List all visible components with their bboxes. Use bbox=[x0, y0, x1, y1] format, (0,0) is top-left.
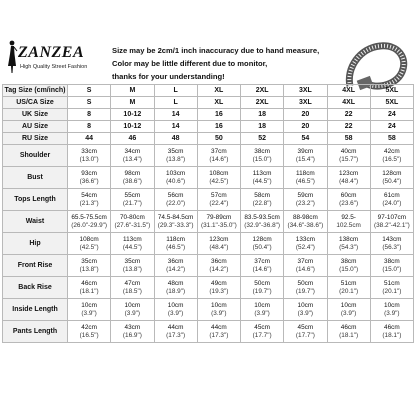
measurement-row bbox=[3, 299, 414, 321]
measurement-cell bbox=[197, 299, 240, 321]
cm-value: 57cm bbox=[211, 191, 227, 199]
size-cell: 14 bbox=[154, 109, 197, 121]
measurement-cell bbox=[68, 167, 111, 189]
size-cell: 5XL bbox=[370, 97, 413, 109]
cm-value: 138cm bbox=[339, 235, 359, 243]
size-cell: 8 bbox=[68, 121, 111, 133]
measurement-cell bbox=[284, 167, 327, 189]
inch-value: (27.6"-31.5") bbox=[114, 221, 151, 229]
row-label: Front Rise bbox=[3, 255, 68, 277]
cm-value: 118cm bbox=[296, 169, 315, 177]
measurement-cell bbox=[111, 145, 154, 167]
measurement-cell bbox=[327, 255, 370, 277]
inch-value: (19.7") bbox=[295, 287, 315, 295]
inch-value: (14.6") bbox=[209, 155, 229, 163]
size-cell: 22 bbox=[327, 109, 370, 121]
inch-value: (31.1"-35.0") bbox=[200, 221, 237, 229]
inch-value: (22.0") bbox=[166, 199, 186, 207]
cm-value: 46cm bbox=[384, 323, 400, 331]
inch-value: (48.4") bbox=[209, 243, 229, 251]
cm-value: 42cm bbox=[384, 147, 400, 155]
cm-value: 61cm bbox=[384, 191, 400, 199]
measurement-cell bbox=[327, 167, 370, 189]
size-cell: 50 bbox=[197, 133, 240, 145]
cm-value: 128cm bbox=[382, 169, 402, 177]
inch-value: (16.9") bbox=[122, 331, 142, 339]
row-label: Tag Size (cm/inch) bbox=[3, 85, 68, 97]
cm-value: 93cm bbox=[81, 169, 97, 177]
inch-value: (22.4") bbox=[209, 199, 229, 207]
inch-value: (3.9") bbox=[167, 309, 184, 317]
inch-value: (21.7") bbox=[122, 199, 142, 207]
cm-value: 10cm bbox=[340, 301, 357, 309]
cm-value: 88-98cm bbox=[292, 213, 318, 221]
cm-value: 83.5-93.5cm bbox=[244, 213, 280, 221]
inch-value: (17.3") bbox=[209, 331, 229, 339]
cm-value: 143cm bbox=[382, 235, 402, 243]
inch-value: (13.8") bbox=[166, 155, 186, 163]
inch-value: (17.3") bbox=[166, 331, 186, 339]
tag-size-cell: 4XL bbox=[327, 85, 370, 97]
row-label: Waist bbox=[3, 211, 68, 233]
cm-value: 56cm bbox=[167, 191, 184, 199]
measurement-cell bbox=[284, 189, 327, 211]
cm-value: 44cm bbox=[167, 323, 184, 331]
measurement-cell bbox=[68, 145, 111, 167]
size-cell: 20 bbox=[284, 121, 327, 133]
inch-value: (17.7") bbox=[252, 331, 272, 339]
measurement-cell bbox=[370, 277, 413, 299]
brand-tagline: High Quality Street Fashion bbox=[20, 64, 88, 70]
inch-value: (3.9") bbox=[211, 309, 227, 317]
cm-value: 118cm bbox=[166, 235, 185, 243]
cm-value: 33cm bbox=[81, 147, 97, 155]
cm-value: 37cm bbox=[254, 257, 270, 265]
cm-value: 43cm bbox=[124, 323, 141, 331]
size-cell: 24 bbox=[370, 109, 413, 121]
inch-value: (18.1") bbox=[339, 331, 359, 339]
measurement-cell bbox=[68, 211, 111, 233]
cm-value: 79-89cm bbox=[206, 213, 232, 221]
inch-value: (14.2") bbox=[166, 265, 186, 273]
measurement-cell bbox=[197, 189, 240, 211]
measurement-row bbox=[3, 167, 414, 189]
cm-value: 65.5-75.5cm bbox=[71, 213, 107, 221]
measurement-cell bbox=[241, 189, 284, 211]
inch-value: (38.2"-42.1") bbox=[373, 221, 410, 229]
inch-value: (42.5") bbox=[209, 177, 229, 185]
measurement-cell bbox=[197, 277, 240, 299]
measurement-cell bbox=[68, 277, 111, 299]
inch-value: (38.6") bbox=[122, 177, 142, 185]
row-label: Pants Length bbox=[3, 321, 68, 343]
inch-value: (14.2") bbox=[209, 265, 229, 273]
cm-value: 36cm bbox=[167, 257, 184, 265]
inch-value: (40.6") bbox=[166, 177, 186, 185]
cm-value: 59cm bbox=[297, 191, 314, 199]
cm-value: 97-107cm bbox=[377, 213, 407, 221]
inch-value: (15.0") bbox=[382, 265, 402, 273]
measurement-cell bbox=[197, 145, 240, 167]
inch-value: (50.4") bbox=[252, 243, 272, 251]
cm-value: 74.5-84.5cm bbox=[157, 213, 194, 221]
row-label: Hip bbox=[3, 233, 68, 255]
tag-size-cell: 3XL bbox=[284, 85, 327, 97]
measurement-cell bbox=[111, 255, 154, 277]
cm-value: 37cm bbox=[211, 147, 227, 155]
measurement-cell bbox=[241, 211, 284, 233]
inch-value: (16.5") bbox=[79, 331, 99, 339]
cm-value: 51cm bbox=[384, 279, 400, 287]
inch-value: (34.6"-38.6") bbox=[287, 221, 324, 229]
measurement-cell bbox=[111, 277, 154, 299]
measurement-cell bbox=[154, 145, 197, 167]
measurement-row bbox=[3, 145, 414, 167]
inch-value: (21.3") bbox=[79, 199, 99, 207]
measurement-cell bbox=[284, 321, 327, 343]
cm-value: 113cm bbox=[252, 169, 272, 177]
measurement-cell bbox=[284, 211, 327, 233]
measurement-cell bbox=[327, 189, 370, 211]
cm-value: 45cm bbox=[297, 323, 314, 331]
inch-value: (24.0") bbox=[382, 199, 402, 207]
inch-value: (29.3"-33.3") bbox=[157, 221, 194, 229]
cm-value: 40cm bbox=[340, 147, 357, 155]
measurement-cell bbox=[370, 255, 413, 277]
measurement-cell bbox=[241, 233, 284, 255]
inch-value: (48.4") bbox=[339, 177, 359, 185]
inch-value: (18.9") bbox=[166, 287, 186, 295]
cm-value: 42cm bbox=[81, 323, 97, 331]
inch-value: (15.0") bbox=[252, 155, 272, 163]
cm-value: 38cm bbox=[384, 257, 400, 265]
measurement-cell bbox=[370, 233, 413, 255]
cm-value: 10cm bbox=[211, 301, 227, 309]
size-row bbox=[3, 133, 414, 145]
measurement-cell bbox=[154, 189, 197, 211]
inch-value: (3.9") bbox=[254, 309, 270, 317]
measurement-cell bbox=[197, 211, 240, 233]
size-cell: 20 bbox=[284, 109, 327, 121]
inch-value: (20.1") bbox=[382, 287, 402, 295]
inch-value: (26.0"-29.9") bbox=[71, 221, 108, 229]
size-cell: 24 bbox=[370, 121, 413, 133]
inch-value: (3.9") bbox=[297, 309, 314, 317]
measurement-cell bbox=[111, 167, 154, 189]
size-cell: 54 bbox=[284, 133, 327, 145]
cm-value: 55cm bbox=[124, 191, 141, 199]
fashion-figure-icon bbox=[6, 40, 18, 74]
row-label: AU Size bbox=[3, 121, 68, 133]
measurement-cell bbox=[370, 211, 413, 233]
row-label: Back Rise bbox=[3, 277, 68, 299]
inch-value: (3.9") bbox=[81, 309, 97, 317]
measurement-cell bbox=[241, 255, 284, 277]
inch-value: (15.0") bbox=[339, 265, 359, 273]
header bbox=[0, 0, 416, 82]
measurement-cell bbox=[284, 299, 327, 321]
size-cell: 58 bbox=[327, 133, 370, 145]
inch-value: (3.9") bbox=[340, 309, 357, 317]
row-label: UK Size bbox=[3, 109, 68, 121]
measurement-cell bbox=[154, 321, 197, 343]
cm-value: 70-80cm bbox=[119, 213, 145, 221]
cm-value: 133cm bbox=[295, 235, 315, 243]
cm-value: 36cm bbox=[211, 257, 227, 265]
inch-value: (19.7") bbox=[252, 287, 272, 295]
inch-value: (36.6") bbox=[79, 177, 99, 185]
size-cell: XL bbox=[197, 97, 240, 109]
tag-size-cell: 5XL bbox=[370, 85, 413, 97]
cm-value: 35cm bbox=[81, 257, 97, 265]
measurement-cell bbox=[68, 299, 111, 321]
inch-value: (18.1") bbox=[382, 331, 402, 339]
cm-value: 123cm bbox=[339, 169, 359, 177]
measurement-cell bbox=[154, 233, 197, 255]
notice-line: Size may be 2cm/1 inch inaccuracy due to hand measure, bbox=[112, 46, 320, 55]
size-cell: 18 bbox=[241, 121, 284, 133]
inch-value: (13.4") bbox=[122, 155, 142, 163]
cm-value: 46cm bbox=[81, 279, 97, 287]
notice-line: thanks for your understanding! bbox=[112, 72, 225, 81]
cm-value: 98cm bbox=[124, 169, 141, 177]
inch-value: (13.0") bbox=[79, 155, 99, 163]
inch-value: (18.5") bbox=[122, 287, 142, 295]
size-cell: 14 bbox=[154, 121, 197, 133]
size-row bbox=[3, 121, 414, 133]
cm-value: 39cm bbox=[297, 147, 314, 155]
measurement-cell bbox=[370, 145, 413, 167]
inch-value: (52.4") bbox=[295, 243, 315, 251]
measurement-cell bbox=[241, 277, 284, 299]
brand-logo: ZANZEA bbox=[18, 44, 85, 61]
size-cell: L bbox=[154, 97, 197, 109]
measurement-cell bbox=[327, 211, 370, 233]
measurement-cell bbox=[327, 321, 370, 343]
measurement-cell bbox=[111, 233, 154, 255]
size-row bbox=[3, 97, 414, 109]
cm-value: 47cm bbox=[124, 279, 141, 287]
cm-value: 10cm bbox=[384, 301, 400, 309]
measurement-cell bbox=[241, 321, 284, 343]
row-label: Inside Length bbox=[3, 299, 68, 321]
size-cell: 10-12 bbox=[111, 121, 154, 133]
measurement-cell bbox=[284, 233, 327, 255]
inch-value: (3.9") bbox=[124, 309, 141, 317]
measurement-cell bbox=[111, 321, 154, 343]
size-cell: S bbox=[68, 97, 111, 109]
inch-value: (14.6") bbox=[252, 265, 272, 273]
inch-value: (15.7") bbox=[339, 155, 359, 163]
row-label: US/CA Size bbox=[3, 97, 68, 109]
measurement-cell bbox=[241, 145, 284, 167]
measurement-row bbox=[3, 233, 414, 255]
tag-size-cell: M bbox=[111, 85, 154, 97]
inch-value: (20.1") bbox=[339, 287, 359, 295]
measurement-cell bbox=[111, 189, 154, 211]
size-cell: 58 bbox=[370, 133, 413, 145]
cm-value: 38cm bbox=[254, 147, 270, 155]
measurement-cell bbox=[154, 255, 197, 277]
inch-value: (23.6") bbox=[339, 199, 359, 207]
inch-value: (44.5") bbox=[122, 243, 142, 251]
size-cell: 10-12 bbox=[111, 109, 154, 121]
table-header-row bbox=[3, 85, 414, 97]
inch-value: (13.8") bbox=[79, 265, 99, 273]
measurement-cell bbox=[68, 321, 111, 343]
row-label: Shoulder bbox=[3, 145, 68, 167]
size-row bbox=[3, 109, 414, 121]
inch-value: (13.8") bbox=[122, 265, 142, 273]
measurement-row bbox=[3, 277, 414, 299]
measurement-cell bbox=[197, 321, 240, 343]
measurement-cell bbox=[197, 167, 240, 189]
tag-size-cell: S bbox=[68, 85, 111, 97]
measurement-cell bbox=[327, 299, 370, 321]
size-cell: 52 bbox=[241, 133, 284, 145]
measurement-row bbox=[3, 255, 414, 277]
cm-value: 128cm bbox=[252, 235, 272, 243]
inch-value: (46.5") bbox=[166, 243, 186, 251]
inch-value: (22.8") bbox=[252, 199, 272, 207]
inch-value: (17.7") bbox=[295, 331, 315, 339]
cm-value: 54cm bbox=[81, 191, 97, 199]
inch-value: (54.3") bbox=[339, 243, 359, 251]
measurement-cell bbox=[370, 189, 413, 211]
inch-value: (56.3") bbox=[382, 243, 402, 251]
size-cell: 48 bbox=[154, 133, 197, 145]
measurement-cell bbox=[327, 145, 370, 167]
inch-value: (14.6") bbox=[295, 265, 315, 273]
size-cell: 18 bbox=[241, 109, 284, 121]
measurement-cell bbox=[68, 255, 111, 277]
measurement-cell bbox=[284, 277, 327, 299]
inch-value: (44.5") bbox=[252, 177, 272, 185]
measurement-cell bbox=[370, 321, 413, 343]
size-cell: 4XL bbox=[327, 97, 370, 109]
cm-value: 60cm bbox=[340, 191, 357, 199]
cm-value: 103cm bbox=[166, 169, 186, 177]
cm-value: 108cm bbox=[79, 235, 99, 243]
cm-value: 50cm bbox=[254, 279, 270, 287]
measurement-cell bbox=[154, 277, 197, 299]
measurement-cell bbox=[241, 167, 284, 189]
cm-value: 10cm bbox=[124, 301, 141, 309]
measurement-cell bbox=[284, 145, 327, 167]
measurement-cell bbox=[370, 299, 413, 321]
notice-text bbox=[112, 44, 342, 83]
cm-value: 34cm bbox=[124, 147, 141, 155]
measurement-cell bbox=[197, 233, 240, 255]
cm-value: 48cm bbox=[167, 279, 184, 287]
measurement-row bbox=[3, 211, 414, 233]
cm-value: 37cm bbox=[297, 257, 314, 265]
inch-value: (3.9") bbox=[384, 309, 400, 317]
measurement-cell bbox=[111, 211, 154, 233]
cm-value: 108cm bbox=[209, 169, 229, 177]
measurement-cell bbox=[68, 189, 111, 211]
size-chart-table bbox=[2, 84, 414, 343]
size-cell: M bbox=[111, 97, 154, 109]
measurement-row bbox=[3, 189, 414, 211]
size-cell: 8 bbox=[68, 109, 111, 121]
size-cell: 2XL bbox=[241, 97, 284, 109]
size-cell: 3XL bbox=[284, 97, 327, 109]
cm-value: 35cm bbox=[167, 147, 184, 155]
cm-value: 49cm bbox=[211, 279, 227, 287]
measurement-cell bbox=[68, 233, 111, 255]
measurement-cell bbox=[154, 167, 197, 189]
measurement-cell bbox=[241, 299, 284, 321]
cm-value: 10cm bbox=[81, 301, 97, 309]
cm-value: 45cm bbox=[254, 323, 270, 331]
measurement-cell bbox=[154, 211, 197, 233]
size-cell: 16 bbox=[197, 121, 240, 133]
inch-value: (50.4") bbox=[382, 177, 402, 185]
measurement-row bbox=[3, 321, 414, 343]
row-label: RU Size bbox=[3, 133, 68, 145]
cm-value: 58cm bbox=[254, 191, 270, 199]
size-cell: 22 bbox=[327, 121, 370, 133]
cm-value: 51cm bbox=[340, 279, 357, 287]
cm-value: 92.5- bbox=[341, 213, 356, 221]
cm-value: 123cm bbox=[209, 235, 229, 243]
cm-value: 10cm bbox=[297, 301, 314, 309]
cm-value: 38cm bbox=[340, 257, 357, 265]
tag-size-cell: XL bbox=[197, 85, 240, 97]
measurement-cell bbox=[197, 255, 240, 277]
inch-value: (32.9"-36.8") bbox=[244, 221, 281, 229]
cm-value: 113cm bbox=[123, 235, 142, 243]
inch-value: 102.5cm bbox=[336, 221, 361, 229]
notice-line: Color may be little different due to monitor, bbox=[112, 59, 268, 68]
size-cell: 44 bbox=[68, 133, 111, 145]
size-cell: 16 bbox=[197, 109, 240, 121]
measurement-cell bbox=[370, 167, 413, 189]
tag-size-cell: L bbox=[154, 85, 197, 97]
measurement-cell bbox=[111, 299, 154, 321]
inch-value: (19.3") bbox=[209, 287, 229, 295]
cm-value: 10cm bbox=[167, 301, 184, 309]
row-label: Bust bbox=[3, 167, 68, 189]
inch-value: (23.2") bbox=[295, 199, 315, 207]
inch-value: (42.5") bbox=[79, 243, 99, 251]
measurement-cell bbox=[327, 233, 370, 255]
tag-size-cell: 2XL bbox=[241, 85, 284, 97]
size-cell: 46 bbox=[111, 133, 154, 145]
cm-value: 46cm bbox=[340, 323, 357, 331]
inch-value: (46.5") bbox=[295, 177, 315, 185]
cm-value: 10cm bbox=[254, 301, 270, 309]
measurement-cell bbox=[154, 299, 197, 321]
cm-value: 44cm bbox=[211, 323, 227, 331]
measurement-cell bbox=[327, 277, 370, 299]
inch-value: (18.1") bbox=[79, 287, 99, 295]
cm-value: 35cm bbox=[124, 257, 141, 265]
row-label: Tops Length bbox=[3, 189, 68, 211]
inch-value: (16.5") bbox=[382, 155, 402, 163]
inch-value: (15.4") bbox=[295, 155, 315, 163]
measurement-cell bbox=[284, 255, 327, 277]
cm-value: 50cm bbox=[297, 279, 314, 287]
